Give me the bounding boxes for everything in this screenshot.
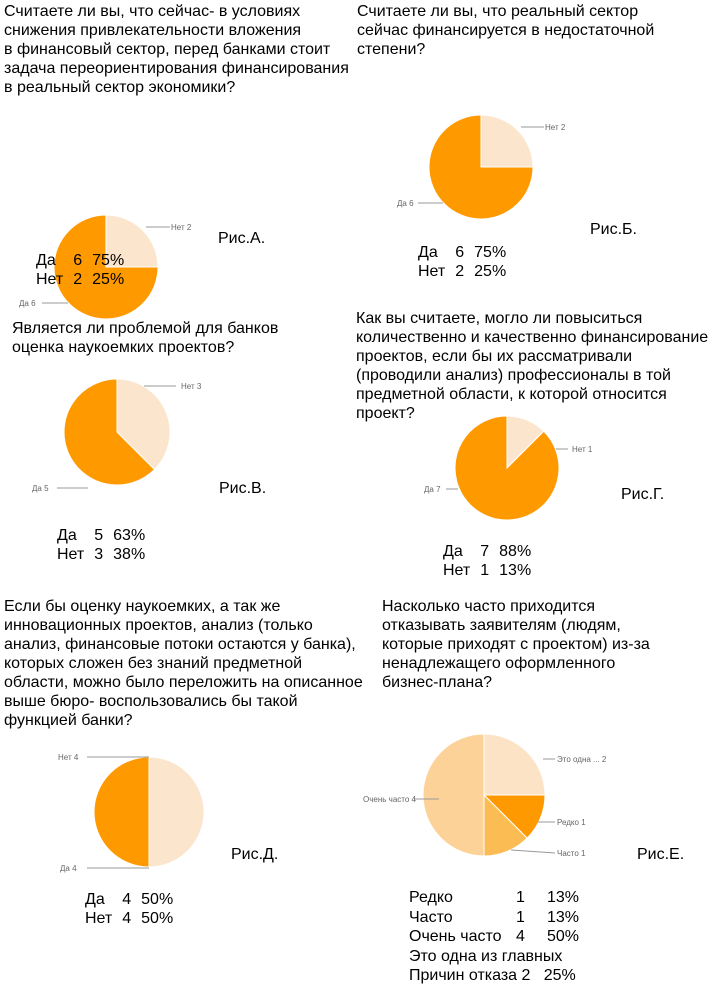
stat-label: Редко (409, 889, 453, 906)
slice-label-very-often-e: Очень часто 4 (363, 795, 416, 804)
stat-percent: 75% (474, 244, 507, 261)
stat-label: Да (443, 543, 463, 560)
question-e: Насколько часто приходится отказывать заявителям (людям, которые приходят с проектом) из-за ненадлежащего оформленного бизнес-плана? (382, 598, 650, 691)
stat-count: 2 (455, 263, 465, 280)
pie-slice-main-reason-e (484, 734, 545, 795)
table-row (409, 927, 579, 947)
stat-count: 4 (122, 891, 132, 908)
question-a: Считаете ли вы, что сейчас- в условиях снижения привлекательности вложения в финансовый сектор, перед банками стоит задача переориентирования финансирования в реальный сектор экономики? (4, 3, 349, 96)
slice-label-main-reason-e: Это одна ... 2 (557, 755, 607, 764)
slice-label-rarely-e: Редко 1 (557, 818, 586, 827)
stat-percent: 50% (141, 891, 174, 908)
question-d: Если бы оценку наукоемких, а так же инновационных проектов, анализ (только анализ, финансовые потоки остаются у банка), которых сложен без знаний предметной области, можно было переложить на описанное выше бюро- воспользовались бы такой функцией банки? (4, 598, 363, 729)
stats-table-e (409, 888, 579, 986)
slice-label-da-g: Да 7 (424, 485, 441, 494)
stat-count: 4 (122, 910, 132, 927)
table-row (85, 909, 183, 928)
slice-label-net-d: Нет 4 (58, 753, 79, 762)
stat-label: Нет (57, 546, 85, 563)
stat-count: 6 (455, 244, 465, 261)
question-b: Считаете ли вы, что реальный сектор сейчас финансируется в недостаточной степени? (357, 3, 655, 58)
slice-label-net-g: Нет 1 (572, 445, 593, 454)
slice-label-da-a: Да 6 (19, 299, 36, 308)
slice-label-net-a: Нет 2 (171, 223, 192, 232)
caption-a: Рис.А. (218, 230, 266, 247)
stat-percent: 13% (499, 562, 532, 579)
stat-count: 4 (516, 928, 525, 945)
stat-percent: 50% (547, 928, 580, 945)
stat-percent: 50% (141, 910, 174, 927)
table-row (409, 888, 579, 908)
stat-percent: 75% (92, 252, 125, 269)
caption-e: Рис.Е. (637, 846, 685, 863)
stat-count: 2 (73, 271, 83, 288)
stat-label: Нет (418, 263, 446, 280)
stat-percent: 13% (547, 908, 580, 926)
stat-label: Нет (36, 271, 64, 288)
stat-percent: 88% (499, 543, 532, 560)
pie-slice-very-often-e (423, 734, 484, 856)
slice-label-often-e: Часто 1 (557, 849, 586, 858)
stat-count: 6 (73, 252, 83, 269)
stat-percent: 25% (474, 263, 507, 280)
question-v: Является ли проблемой для банков оценка наукоемких проектов? (12, 320, 279, 356)
leader-line-often-e (511, 850, 555, 853)
stat-label: Да (85, 891, 105, 908)
stat-count: 1 (516, 889, 525, 906)
stat-percent: 25% (92, 271, 125, 288)
stat-label: Да (418, 244, 438, 261)
stat-count: 3 (94, 546, 104, 563)
table-row-extra-line1: Это одна из главных (409, 947, 563, 965)
stat-label: Нет (443, 562, 471, 579)
caption-d: Рис.Д. (231, 846, 279, 863)
caption-b: Рис.Б. (590, 221, 637, 238)
question-g: Как вы считаете, могло ли повыситься количественно и качественно финансирование проектов, если бы их рассматривали (проводили анализ) профессионалы в той предметной области, к которой относится проект? (356, 310, 709, 422)
stat-percent: 63% (113, 527, 146, 544)
stat-label: Да (36, 252, 56, 269)
stat-count: 7 (480, 543, 490, 560)
stat-label: Очень часто (409, 928, 502, 945)
stat-count: 1 (516, 908, 525, 926)
slice-label-da-v: Да 5 (32, 484, 49, 493)
slice-label-da-d: Да 4 (60, 864, 77, 873)
table-row (409, 908, 579, 928)
stat-count: 5 (94, 527, 104, 544)
stat-count: 1 (480, 562, 490, 579)
slice-label-net-b: Нет 2 (545, 123, 566, 132)
stat-label: Нет (85, 910, 113, 927)
slice-label-da-b: Да 6 (397, 199, 414, 208)
stat-label: Да (57, 527, 77, 544)
stat-label: Часто (409, 908, 453, 926)
caption-g: Рис.Г. (621, 486, 665, 503)
stat-percent: 13% (547, 889, 580, 906)
stat-percent: 38% (113, 546, 146, 563)
table-row-extra-line2: Причин отказа 2 25% (409, 967, 576, 984)
caption-v: Рис.В. (219, 480, 267, 497)
slice-label-net-v: Нет 3 (181, 382, 202, 391)
